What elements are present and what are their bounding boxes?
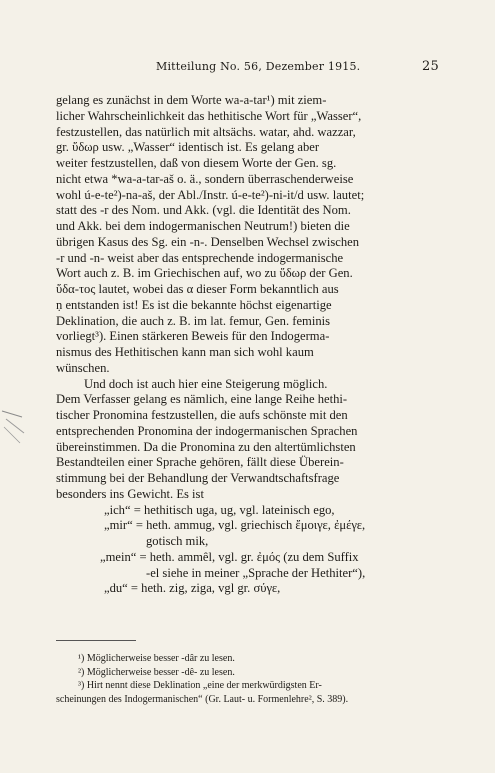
text-line: festzustellen, das natürlich mit altsächs. watar, ahd. wazzar,: [56, 124, 356, 139]
text-line: gelang es zunächst in dem Worte wa-a-tar¹) mit ziem-: [56, 93, 327, 107]
text-line: übrigen Kasus des Sg. ein -n-. Denselben Wechsel zwischen: [56, 234, 360, 249]
page-number: 25: [422, 59, 439, 74]
pronoun-entry: „mein“ = heth. ammêl, vgl. gr. ἐμός (zu dem Suffix: [100, 549, 359, 564]
pronoun-entry-continuation: gotisch mik,: [146, 534, 209, 548]
pronoun-entry-continuation: -el siehe in meiner „Sprache der Hethiter“),: [146, 565, 366, 580]
text-line: Deklination, die auch z. B. im lat. femur, Gen. feminis: [56, 313, 331, 328]
margin-pencil-mark: [0, 407, 30, 447]
text-line: licher Wahrscheinlichkeit das hethitische Wort für „Wasser“,: [56, 108, 362, 123]
footnote: ³) Hirt nennt diese Deklination „eine der merkwürdigsten Er-: [78, 680, 322, 691]
text-line: und Akk. bei dem indogermanischen Neutrum!) bieten die: [56, 219, 350, 233]
text-line: stimmung bei der Behandlung der Verwandtschaftsfrage: [56, 471, 340, 485]
text-line: besonders ins Gewicht. Es ist: [56, 486, 204, 501]
pronoun-entry: „du“ = heth. zig, ziga, vgl gr. σύγε,: [104, 581, 281, 596]
text-line: vorliegt³). Einen stärkeren Beweis für den Indogerma-: [56, 329, 330, 344]
pronoun-list: [56, 503, 439, 598]
text-line: nicht etwa *wa-a-tar-aš o. ä., sondern überraschenderweise: [56, 171, 354, 186]
text-line: wohl ú-e-te²)-na-aš, der Abl./Instr. ú-e-te²)-ni-it/d usw. lautet;: [56, 187, 365, 202]
text-line: nismus des Hethitischen kann man sich wohl kaum: [56, 345, 314, 359]
text-line: übereinstimmen. Da die Pronomina zu den altertümlichsten: [56, 439, 356, 454]
main-text: [56, 93, 439, 597]
header-title: Mitteilung No. 56, Dezember 1915.: [156, 60, 361, 73]
pronoun-entry: „mir“ = heth. ammug, vgl. griechisch ἔμοιγε, ἐμέγε,: [104, 518, 366, 533]
text-line: Dem Verfasser gelang es nämlich, eine lange Reihe hethi-: [56, 392, 348, 407]
text-line: wünschen.: [56, 360, 110, 375]
footnote-continuation: scheinungen des Indogermanischen“ (Gr. Laut- u. Formenlehre², S. 389).: [56, 693, 349, 705]
footnote: ²) Möglicherweise besser -dê- zu lesen.: [78, 666, 235, 678]
text-line: Und doch ist auch hier eine Steigerung möglich.: [84, 376, 328, 391]
text-line: gr. ὕδωρ usw. „Wasser“ identisch ist. Es gelang aber: [56, 140, 320, 155]
text-line: Wort auch z. B. im Griechischen auf, wo zu ὕδωρ der Gen.: [56, 266, 353, 281]
text-line: -r und -n- weist aber das entsprechende indogermanische: [56, 250, 344, 265]
text-line: Bestandteilen einer Sprache gehören, fällt diese Überein-: [56, 455, 344, 470]
footnotes: [56, 652, 439, 706]
text-line: ṇ entstanden ist! Es ist die bekannte höchst eigenartige: [56, 297, 332, 312]
text-line: statt des -r des Nom. und Akk. (vgl. die Identität des Nom.: [56, 203, 351, 218]
text-line: ὕδα-τος lautet, wobei das α dieser Form bekanntlich aus: [56, 282, 339, 296]
text-line: entsprechenden Pronomina der indogermanischen Sprachen: [56, 423, 358, 438]
footnote-divider: [56, 640, 136, 641]
footnote: ¹) Möglicherweise besser -dâr zu lesen.: [78, 653, 235, 664]
text-line: weiter festzustellen, daß von diesem Worte der Gen. sg.: [56, 156, 337, 170]
pronoun-entry: „ich“ = hethitisch uga, ug, vgl. lateinisch ego,: [104, 502, 335, 517]
text-line: tischer Pronomina festzustellen, die aufs schönste mit den: [56, 408, 348, 422]
